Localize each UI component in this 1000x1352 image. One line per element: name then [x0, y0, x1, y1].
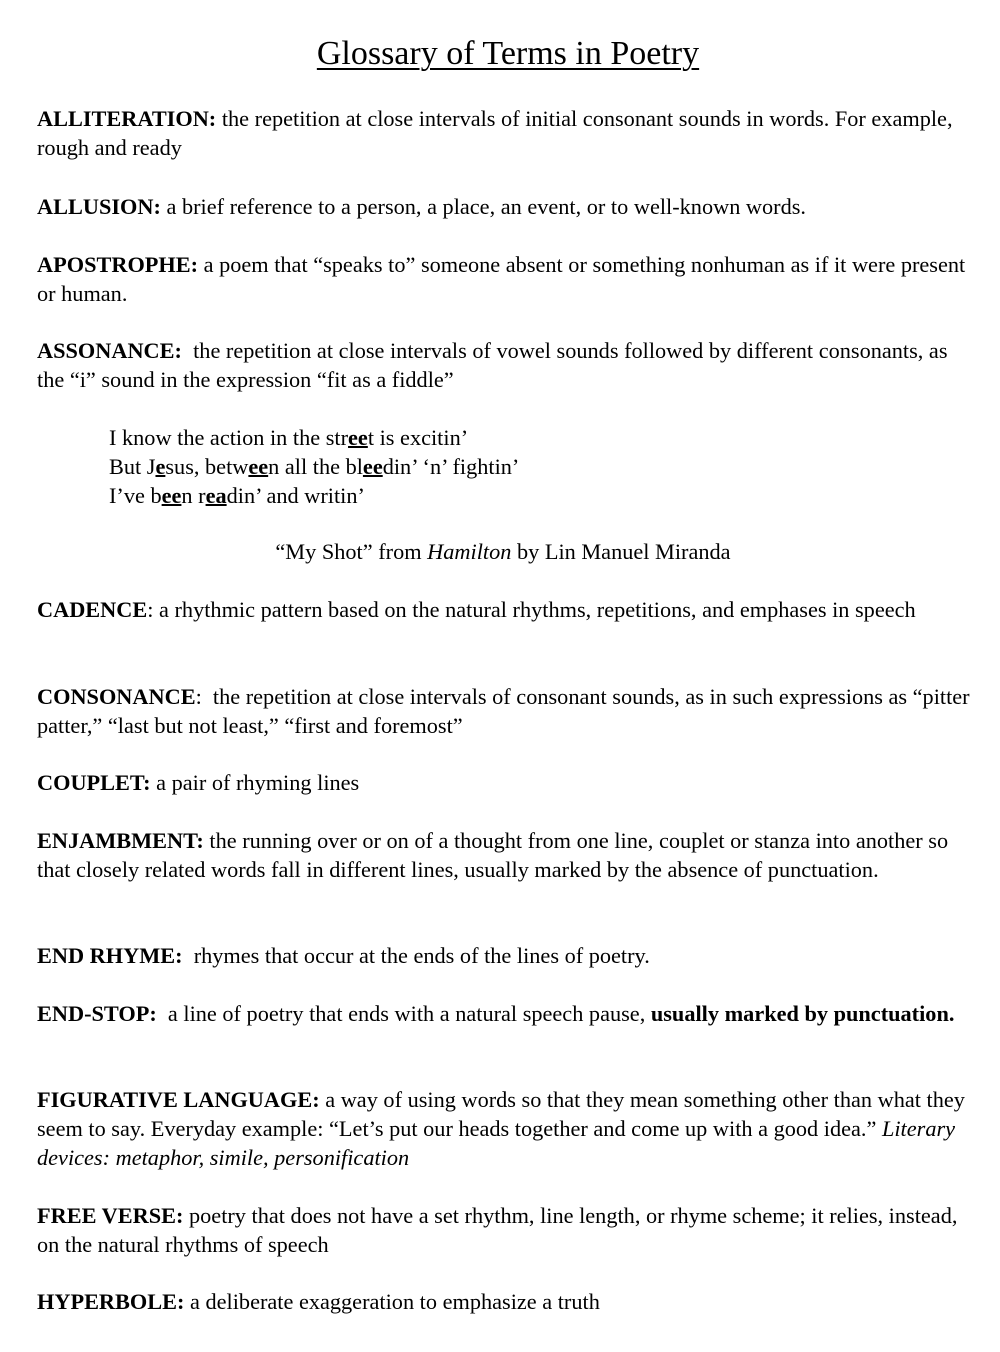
- poem-text: I know the action in the str: [109, 425, 349, 450]
- poem-text: din’ ‘n’ fightin’: [382, 454, 520, 479]
- term-alliteration: ALLITERATION:: [37, 106, 217, 131]
- entry-consonance: [37, 682, 977, 740]
- term-hyperbole: HYPERBOLE:: [37, 1289, 185, 1314]
- definition-figurative-language: a way of using words so that they mean something other than what they seem to say. Everyday example: “Let’s put our heads together and come up with a good idea.”: [37, 1087, 965, 1141]
- vowel-highlight: ee: [362, 454, 383, 479]
- vowel-highlight: e: [155, 454, 166, 479]
- term-end-rhyme: END RHYME:: [37, 943, 183, 968]
- definition-enjambment: the running over or on of a thought from one line, couplet or stanza into another so that closely related words fall in different lines, usually marked by the absence of punctuation.: [37, 828, 949, 882]
- term-couplet: COUPLET:: [37, 770, 151, 795]
- definition-allusion: a brief reference to a person, a place, an event, or to well-known words.: [160, 194, 807, 219]
- definition-assonance: the repetition at close intervals of vowel sounds followed by different consonants, as the “i” sound in the expression “fit as a fiddle”: [37, 338, 954, 392]
- definition-apostrophe: a poem that “speaks to” someone absent or something nonhuman as if it were present or human.: [37, 252, 966, 306]
- entry-end-stop: [37, 999, 977, 1028]
- poem-line-3: [109, 481, 909, 510]
- entry-figurative-language: [37, 1085, 977, 1172]
- entry-cadence: [37, 595, 977, 624]
- vowel-highlight: ee: [348, 425, 368, 450]
- entry-end-rhyme: [37, 941, 977, 970]
- term-apostrophe: APOSTROPHE:: [37, 252, 199, 277]
- vowel-highlight: ee: [161, 483, 182, 508]
- poem-text: t is excitin’: [367, 425, 469, 450]
- poem-attribution: [0, 537, 1000, 566]
- entry-assonance: [37, 336, 977, 394]
- entry-allusion: [37, 192, 977, 221]
- term-figurative-language: FIGURATIVE LANGUAGE:: [37, 1087, 320, 1112]
- poem-excerpt: [109, 423, 909, 510]
- poem-text: I’ve b: [109, 483, 162, 508]
- term-assonance: ASSONANCE:: [37, 338, 182, 363]
- poem-line-1: [109, 423, 909, 452]
- vowel-highlight: ea: [205, 483, 227, 508]
- term-cadence: CADENCE: [37, 597, 148, 622]
- entry-apostrophe: [37, 250, 977, 308]
- poem-line-2: [109, 452, 909, 481]
- vowel-highlight: ee: [248, 454, 269, 479]
- page-title: Glossary of Terms in Poetry: [316, 35, 700, 72]
- definition-cadence: : a rhythmic pattern based on the natural rhythms, repetitions, and emphases in speech: [147, 597, 916, 622]
- poem-text: n all the bl: [268, 454, 363, 479]
- entry-alliteration: [37, 104, 977, 162]
- entry-enjambment: [37, 826, 977, 884]
- entry-couplet: [37, 768, 977, 797]
- term-allusion: ALLUSION:: [37, 194, 161, 219]
- poem-text: sus, betw: [165, 454, 249, 479]
- definition-figurative-devices: Literary devices: metaphor, simile, personification: [37, 1116, 956, 1170]
- entry-hyperbole: [37, 1287, 977, 1316]
- poem-text: But J: [109, 454, 156, 479]
- entry-free-verse: [37, 1201, 977, 1259]
- definition-end-stop: a line of poetry that ends with a natural speech pause,: [156, 1001, 651, 1026]
- attribution-text: by Lin Manuel Miranda: [511, 539, 731, 564]
- definition-hyperbole: a deliberate exaggeration to emphasize a truth: [184, 1289, 600, 1314]
- definition-consonance: : the repetition at close intervals of consonant sounds, as in such expressions as “pitter patter,” “last but not least,” “first and foremost”: [37, 684, 976, 738]
- definition-end-stop-emphasis: usually marked by punctuation.: [650, 1001, 955, 1026]
- term-consonance: CONSONANCE: [37, 684, 196, 709]
- definition-alliteration: the repetition at close intervals of initial consonant sounds in words. For example, rough and ready: [37, 106, 953, 160]
- poem-text: n r: [181, 483, 206, 508]
- term-end-stop: END-STOP:: [37, 1001, 157, 1026]
- term-enjambment: ENJAMBMENT:: [37, 828, 204, 853]
- definition-end-rhyme: rhymes that occur at the ends of the lines of poetry.: [182, 943, 650, 968]
- attribution-text: “My Shot” from: [275, 539, 428, 564]
- definition-couplet: a pair of rhyming lines: [150, 770, 360, 795]
- attribution-work-title: Hamilton: [427, 539, 512, 564]
- poem-text: din’ and writin’: [226, 483, 365, 508]
- term-free-verse: FREE VERSE:: [37, 1203, 184, 1228]
- definition-free-verse: poetry that does not have a set rhythm, line length, or rhyme scheme; it relies, instead, on the natural rhythms of speech: [37, 1203, 958, 1257]
